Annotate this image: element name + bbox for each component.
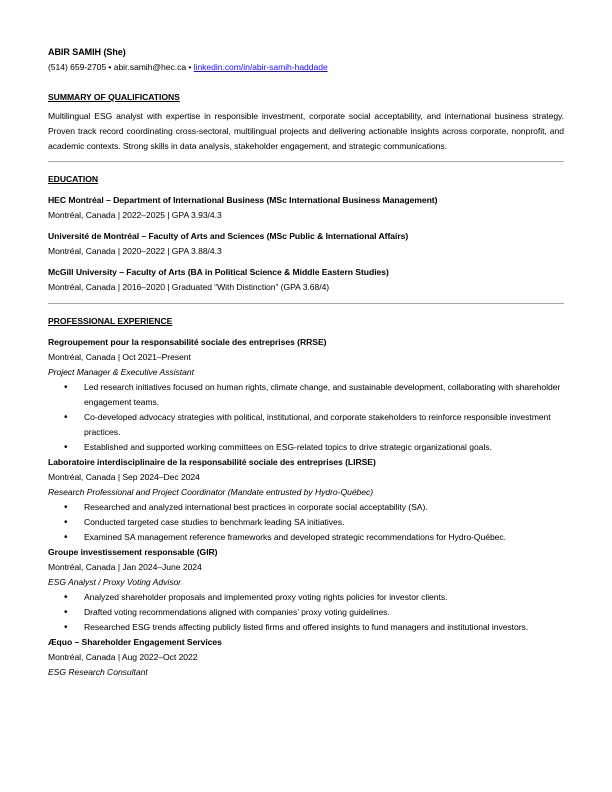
section-title-experience: PROFESSIONAL EXPERIENCE (48, 316, 173, 326)
bullet-item: • Conducted targeted case studies to benchmark leading SA initiatives. (48, 515, 564, 530)
contact-line (48, 60, 564, 75)
experience-bullets (48, 380, 564, 455)
bullet-item: • Co-developed advocacy strategies with political, institutional, and corporate stakeholders to reinforce responsible investment practices. (48, 410, 564, 440)
experience-role: Project Manager & Executive Assistant (48, 367, 194, 377)
candidate-name: ABIR SAMIH (She) (48, 47, 126, 57)
education-entry (48, 229, 564, 259)
bullet-item: • Led research initiatives focused on human rights, climate change, and sustainable development, collaborating with shareholder engagement teams. (48, 380, 564, 410)
bullet-item: • Examined SA management reference frameworks and developed strategic recommendations for Hydro-Québec. (48, 530, 564, 545)
experience-entry (48, 335, 564, 455)
experience-meta: Montréal, Canada | Sep 2024–Dec 2024 (48, 472, 200, 482)
experience-org: Laboratoire interdisciplinaire de la responsabilité sociale des entreprises (LIRSE) (48, 457, 376, 467)
resume-page (48, 45, 564, 680)
education-meta: Montréal, Canada | 2020–2022 | GPA 3.88/4.3 (48, 246, 222, 256)
phone-number: (514) 659-2705 (48, 62, 107, 72)
experience-entry (48, 455, 564, 545)
section-title-education: EDUCATION (48, 174, 98, 184)
experience-org: Regroupement pour la responsabilité sociale des entreprises (RRSE) (48, 337, 327, 347)
education-entry (48, 193, 564, 223)
experience-role: ESG Research Consultant (48, 667, 148, 677)
experience-org: Æquo – Shareholder Engagement Services (48, 637, 222, 647)
education-title: McGill University – Faculty of Arts (BA in Political Science & Middle Eastern Studies) (48, 267, 389, 277)
separator: • (106, 62, 114, 72)
experience-meta: Montréal, Canada | Aug 2022–Oct 2022 (48, 652, 198, 662)
education-meta: Montréal, Canada | 2022–2025 | GPA 3.93/4.3 (48, 210, 222, 220)
separator: • (186, 62, 194, 72)
experience-bullets (48, 500, 564, 545)
education-meta: Montréal, Canada | 2016–2020 | Graduated “With Distinction” (GPA 3.68/4) (48, 282, 330, 292)
bullet-item: • Drafted voting recommendations aligned with companies’ proxy voting guidelines. (48, 605, 564, 620)
experience-meta: Montréal, Canada | Oct 2021–Present (48, 352, 191, 362)
experience-role: ESG Analyst / Proxy Voting Advisor (48, 577, 181, 587)
experience-bullets (48, 590, 564, 635)
summary-text: Multilingual ESG analyst with expertise in responsible investment, corporate social acceptability, and international business strategy. Proven track record coordinating cross-sectoral, multilingual projects and delivering actionable insights across corporate, nonprofit, and academic contexts. Strong skills in data analysis, stakeholder engagement, and strategic communications. (48, 111, 564, 151)
experience-org: Groupe investissement responsable (GIR) (48, 547, 218, 557)
bullet-item: • Researched ESG trends affecting publicly listed firms and offered insights to fund managers and institutional investors. (48, 620, 564, 635)
education-title: Université de Montréal – Faculty of Arts and Sciences (MSc Public & International Affairs) (48, 231, 409, 241)
section-title-summary: SUMMARY OF QUALIFICATIONS (48, 92, 180, 102)
bullet-item: • Researched and analyzed international best practices in corporate social acceptability (SA). (48, 500, 564, 515)
bullet-item: • Analyzed shareholder proposals and implemented proxy voting rights policies for investor clients. (48, 590, 564, 605)
experience-meta: Montréal, Canada | Jan 2024–June 2024 (48, 562, 202, 572)
education-entry (48, 265, 564, 295)
experience-role: Research Professional and Project Coordinator (Mandate entrusted by Hydro-Québec) (48, 487, 374, 497)
linkedin-link[interactable]: linkedin.com/in/abir-samih-haddade (193, 62, 328, 72)
education-title: HEC Montréal – Department of International Business (MSc International Business Management) (48, 195, 438, 205)
experience-entry (48, 545, 564, 635)
bullet-item: • Established and supported working committees on ESG-related topics to drive strategic organizational goals. (48, 440, 564, 455)
email-address: abir.samih@hec.ca (113, 62, 187, 72)
experience-entry (48, 635, 564, 680)
